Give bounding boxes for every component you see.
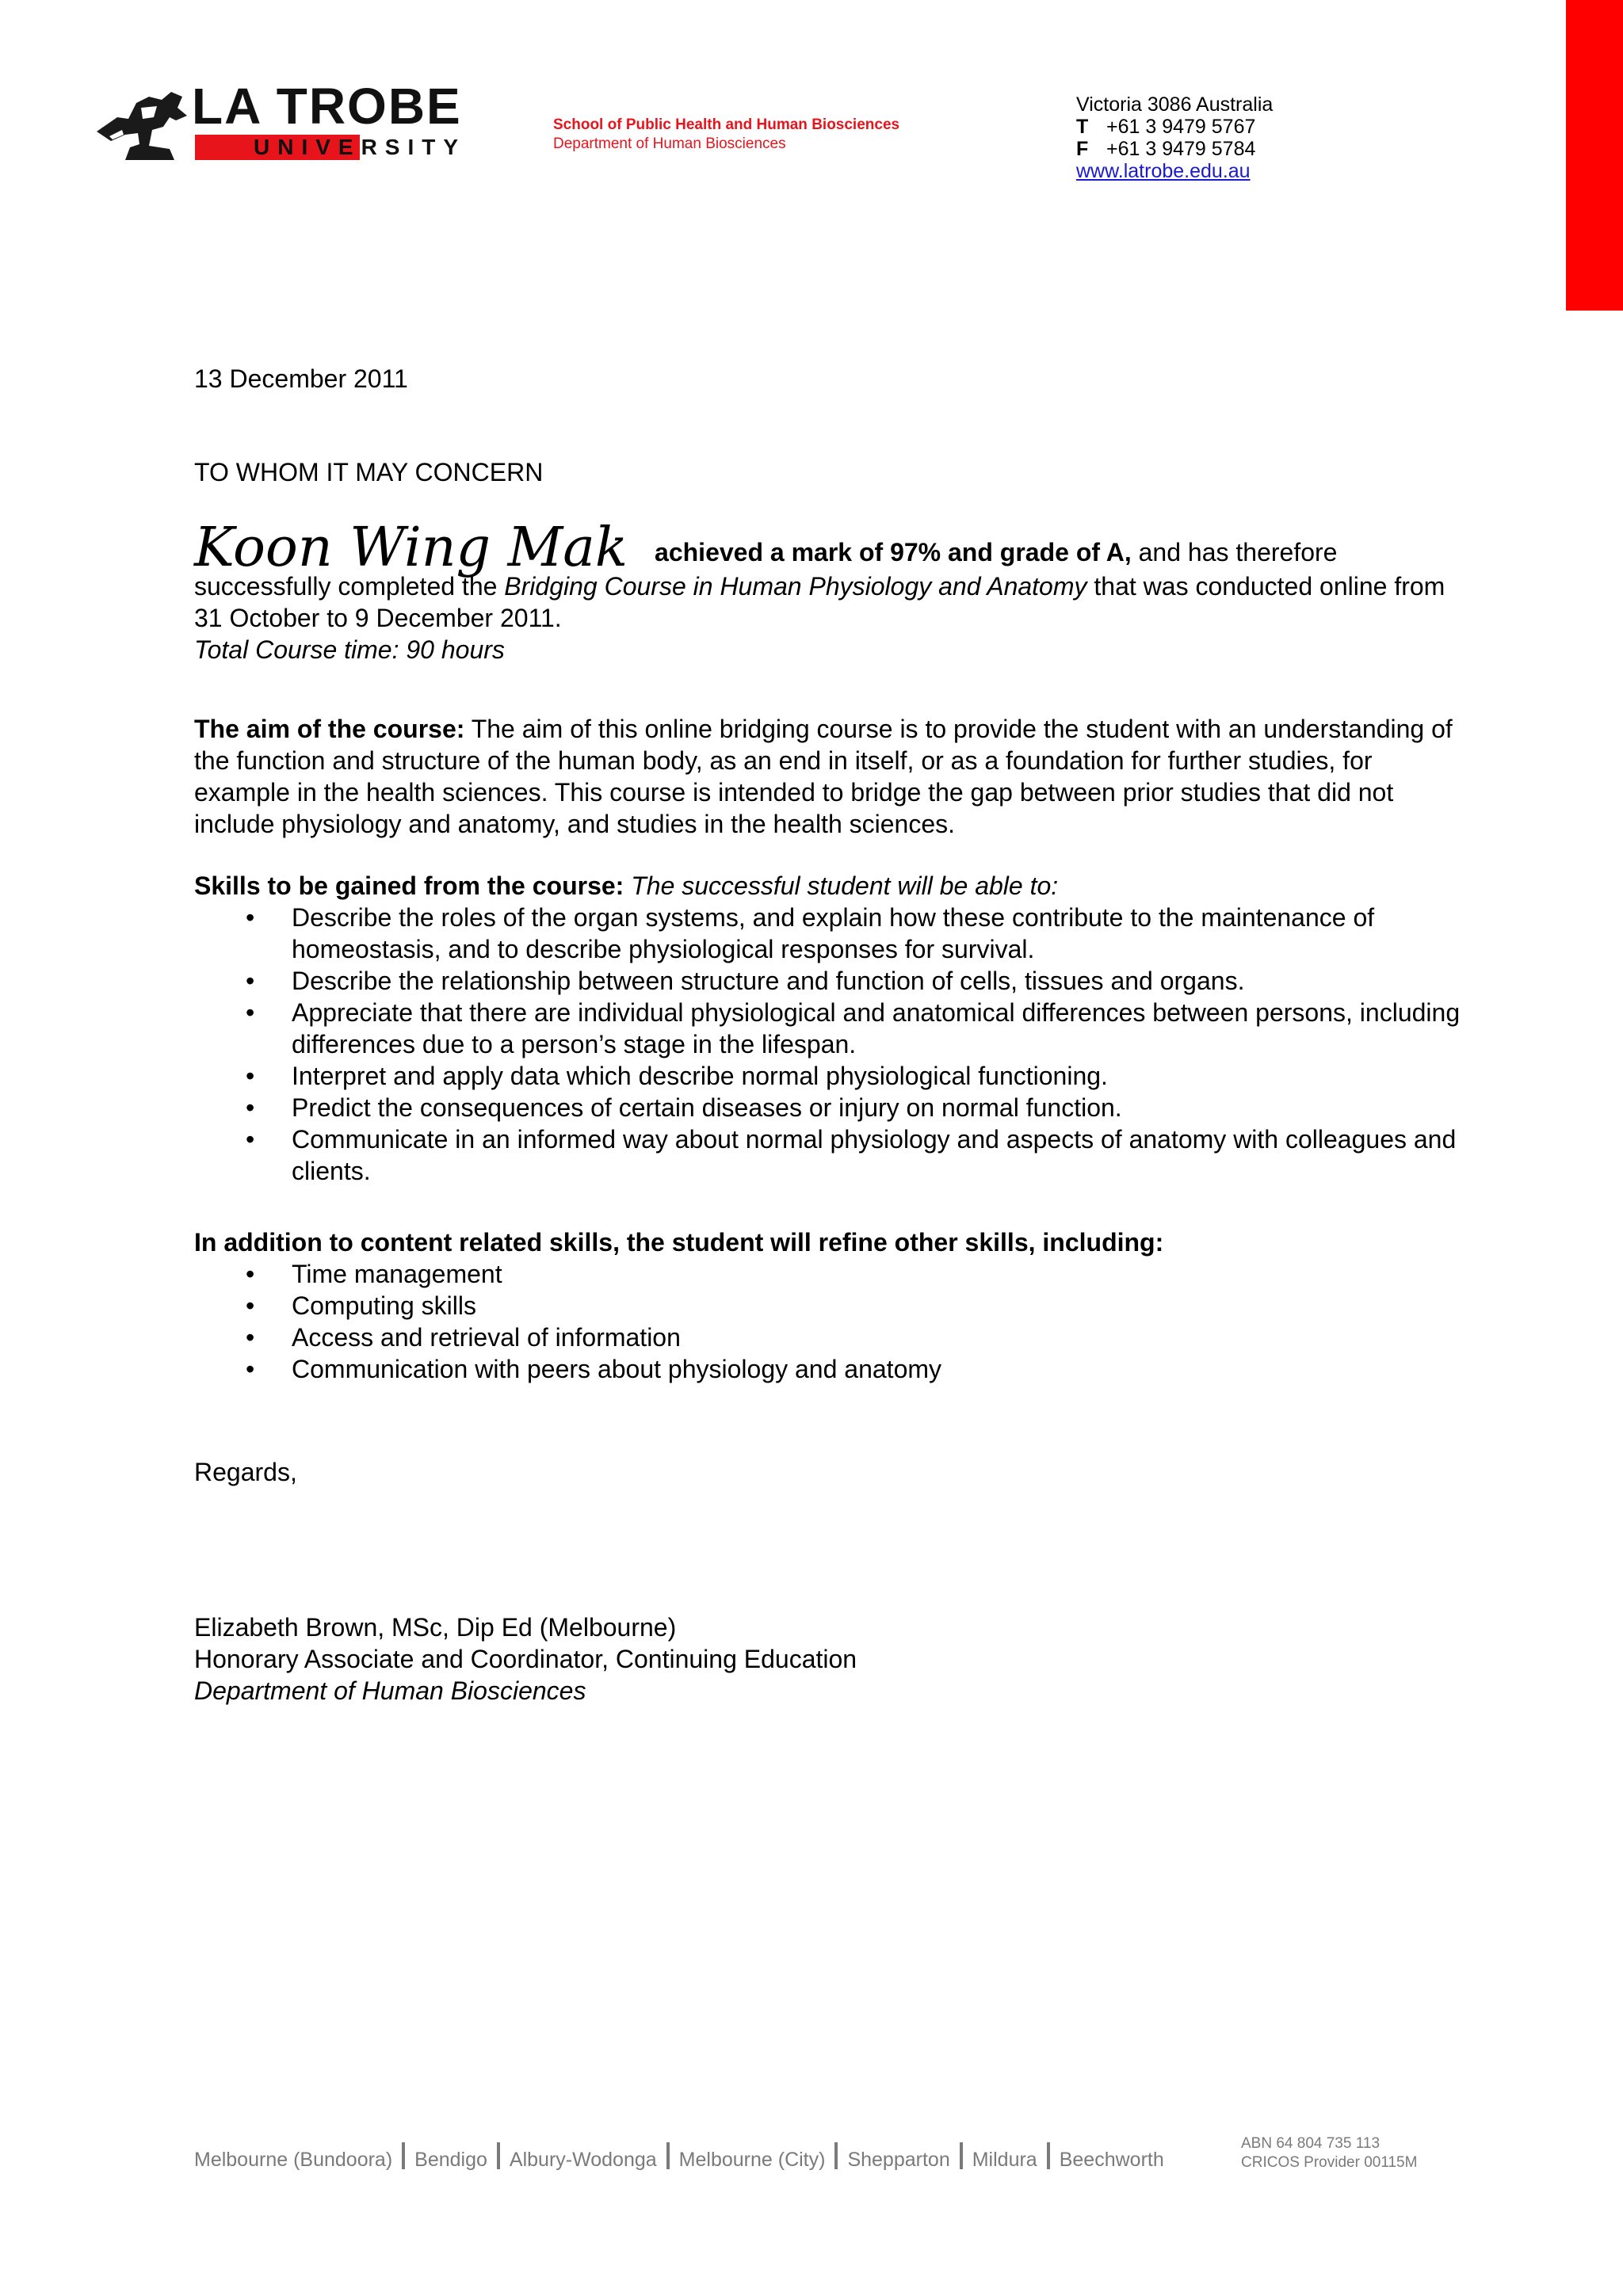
achievement-text bbox=[194, 517, 1462, 634]
skills-section bbox=[194, 870, 1462, 1187]
total-course-time: Total Course time: 90 hours bbox=[194, 635, 505, 664]
aim-paragraph bbox=[194, 713, 1462, 840]
achievement-rest-2: that was conducted online from 31 October to 9 December 2011. bbox=[194, 572, 1445, 632]
campus-divider bbox=[497, 2142, 500, 2169]
aim-text: The aim of this online bridging course is to provide the student with an understanding of the function and structure of the human body, as an end in itself, or as a foundation for further studies, for example in the health sciences. This course is intended to bridge the gap between prior studies that did not include physiology and anatomy, and studies in the health sciences. bbox=[194, 715, 1453, 838]
aim-label: The aim of the course: bbox=[194, 715, 465, 743]
campus-divider bbox=[1047, 2142, 1050, 2169]
list-item: • Communicate in an informed way about normal physiology and aspects of anatomy with colleagues and clients. bbox=[194, 1123, 1462, 1187]
phone-number: +61 3 9479 5767 bbox=[1106, 116, 1256, 138]
campus-divider bbox=[402, 2142, 405, 2169]
list-item: • Describe the roles of the organ systems, and explain how these contribute to the maintenance of homeostasis, and to describe physiological responses for survival. bbox=[194, 902, 1462, 965]
skills-list bbox=[194, 902, 1462, 1187]
other-skills-label: In addition to content related skills, the student will refine other skills, including: bbox=[194, 1228, 1164, 1257]
fax-line bbox=[1076, 138, 1273, 160]
campus-divider bbox=[960, 2142, 963, 2169]
closing: Regards, bbox=[194, 1458, 297, 1486]
contact-block bbox=[1076, 93, 1273, 182]
list-item: • Computing skills bbox=[194, 1290, 1462, 1322]
signatory-department: Department of Human Biosciences bbox=[194, 1676, 586, 1705]
student-name: Koon Wing Mak bbox=[194, 517, 628, 579]
campus-divider bbox=[834, 2142, 838, 2169]
campus-item: Bendigo bbox=[414, 2149, 487, 2171]
salutation: TO WHOM IT MAY CONCERN bbox=[194, 458, 544, 486]
signatory-name: Elizabeth Brown, MSc, Dip Ed (Melbourne) bbox=[194, 1613, 677, 1642]
phone-line bbox=[1076, 116, 1273, 138]
list-item: • Communication with peers about physiology and anatomy bbox=[194, 1353, 1462, 1385]
abn-number: ABN 64 804 735 113 bbox=[1241, 2135, 1381, 2152]
letter-date: 13 December 2011 bbox=[194, 364, 408, 393]
campus-item: Melbourne (Bundoora) bbox=[194, 2149, 393, 2171]
achievement-rest-1: and has therefore successfully completed the bbox=[194, 538, 1338, 601]
campus-item: Beechworth bbox=[1059, 2149, 1164, 2171]
signatory-title: Honorary Associate and Coordinator, Continuing Education bbox=[194, 1645, 857, 1673]
la-trobe-logo bbox=[94, 78, 529, 165]
list-item: • Appreciate that there are individual physiological and anatomical differences between persons, including differences due to a person’s stage in the lifespan. bbox=[194, 997, 1462, 1060]
skills-label: Skills to be gained from the course: bbox=[194, 871, 624, 900]
campus-item: Melbourne (City) bbox=[678, 2149, 826, 2171]
list-item: • Predict the consequences of certain diseases or injury on normal function. bbox=[194, 1092, 1462, 1123]
campus-list bbox=[194, 2142, 1164, 2172]
phone-label: T bbox=[1076, 116, 1089, 138]
department-name: Department of Human Biosciences bbox=[553, 135, 786, 152]
address: Victoria 3086 Australia bbox=[1076, 93, 1274, 116]
crest-emblem-icon bbox=[94, 86, 197, 165]
campus-item: Shepparton bbox=[847, 2149, 950, 2171]
school-name: School of Public Health and Human Biosciences bbox=[553, 116, 900, 133]
abn-block bbox=[1241, 2134, 1417, 2172]
campus-item: Albury-Wodonga bbox=[509, 2149, 657, 2171]
campus-divider bbox=[666, 2142, 670, 2169]
list-item: • Describe the relationship between structure and function of cells, tissues and organs. bbox=[194, 965, 1462, 997]
other-skills-list bbox=[194, 1258, 1462, 1385]
skills-intro: The successful student will be able to: bbox=[624, 871, 1059, 900]
achievement-mark: achieved a mark of 97% and grade of A, bbox=[655, 538, 1132, 566]
achievement-paragraph bbox=[194, 517, 1462, 666]
cricos-number: CRICOS Provider 00115M bbox=[1241, 2154, 1418, 2171]
other-skills-section bbox=[194, 1226, 1462, 1385]
signature-block bbox=[194, 1611, 857, 1707]
course-name: Bridging Course in Human Physiology and Anatomy bbox=[504, 572, 1087, 601]
list-item: • Interpret and apply data which describe normal physiological functioning. bbox=[194, 1060, 1462, 1092]
logo-university: UNIVERSITY bbox=[254, 135, 467, 159]
campus-item: Mildura bbox=[972, 2149, 1037, 2171]
fax-label: F bbox=[1076, 138, 1089, 160]
list-item: • Access and retrieval of information bbox=[194, 1322, 1462, 1353]
fax-number: +61 3 9479 5784 bbox=[1106, 138, 1256, 160]
logo-wordmark: LA TROBE bbox=[192, 78, 462, 135]
red-accent-bar bbox=[1566, 0, 1623, 311]
school-block bbox=[553, 116, 899, 154]
list-item: • Time management bbox=[194, 1258, 1462, 1290]
website-link[interactable]: www.latrobe.edu.au bbox=[1076, 160, 1251, 182]
